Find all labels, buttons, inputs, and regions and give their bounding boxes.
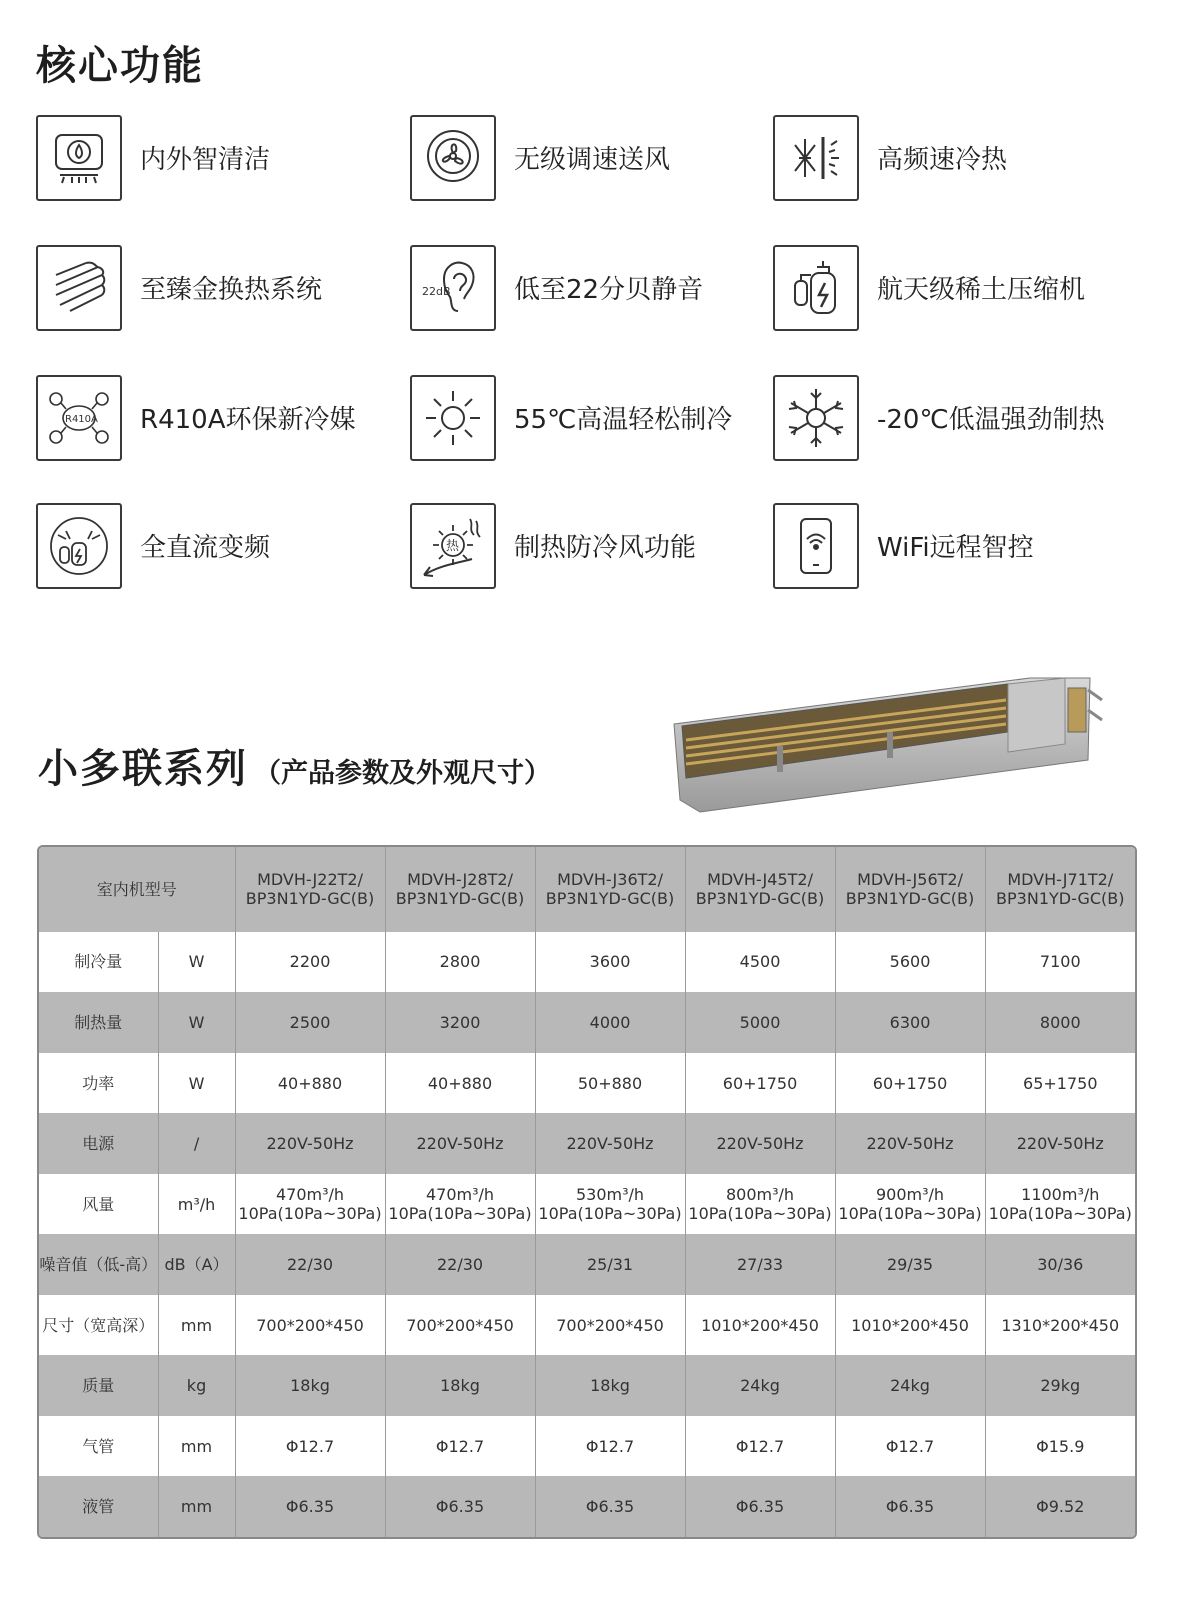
row-unit: mm bbox=[158, 1416, 235, 1477]
model-header: MDVH-J45T2/ BP3N1YD-GC(B) bbox=[685, 847, 835, 932]
row-unit: m³/h bbox=[158, 1174, 235, 1235]
table-cell: 4000 bbox=[535, 992, 685, 1053]
table-cell: 29kg bbox=[985, 1355, 1135, 1416]
row-label: 质量 bbox=[39, 1355, 158, 1416]
anti-cold-wind-icon bbox=[410, 503, 496, 589]
table-cell: 1010*200*450 bbox=[685, 1295, 835, 1356]
row-label: 风量 bbox=[39, 1174, 158, 1235]
feature-item bbox=[773, 375, 1133, 465]
feature-item bbox=[410, 503, 770, 593]
feature-item bbox=[410, 245, 770, 335]
table-cell: 60+1750 bbox=[685, 1053, 835, 1114]
feature-label: 低至22分贝静音 bbox=[514, 275, 704, 305]
row-unit: / bbox=[158, 1113, 235, 1174]
table-row bbox=[39, 1234, 1135, 1295]
table-cell: 1100m³/h 10Pa(10Pa~30Pa) bbox=[985, 1174, 1135, 1235]
row-unit: W bbox=[158, 1053, 235, 1114]
table-cell: Φ12.7 bbox=[685, 1416, 835, 1477]
table-cell: Φ12.7 bbox=[235, 1416, 385, 1477]
spec-table bbox=[37, 845, 1137, 1539]
feature-item bbox=[36, 115, 396, 205]
model-header: MDVH-J22T2/ BP3N1YD-GC(B) bbox=[235, 847, 385, 932]
table-cell: 27/33 bbox=[685, 1234, 835, 1295]
row-label: 液管 bbox=[39, 1476, 158, 1537]
model-header: MDVH-J28T2/ BP3N1YD-GC(B) bbox=[385, 847, 535, 932]
feature-item bbox=[773, 503, 1133, 593]
table-cell: Φ12.7 bbox=[535, 1416, 685, 1477]
refrigerant-icon bbox=[36, 375, 122, 461]
table-row bbox=[39, 1053, 1135, 1114]
row-label: 尺寸（宽高深） bbox=[39, 1295, 158, 1356]
series-title: 小多联系列 bbox=[38, 746, 248, 792]
table-cell: 24kg bbox=[835, 1355, 985, 1416]
fast-cool-heat-icon bbox=[773, 115, 859, 201]
feature-label: R410A环保新冷媒 bbox=[140, 405, 356, 435]
table-row bbox=[39, 1476, 1135, 1537]
heat-exchanger-icon bbox=[36, 245, 122, 331]
row-label: 噪音值（低-高） bbox=[39, 1234, 158, 1295]
table-cell: 18kg bbox=[235, 1355, 385, 1416]
model-header: MDVH-J56T2/ BP3N1YD-GC(B) bbox=[835, 847, 985, 932]
feature-item bbox=[410, 375, 770, 465]
table-cell: 22/30 bbox=[235, 1234, 385, 1295]
quiet-ear-text: 22dB bbox=[422, 285, 451, 298]
table-cell: 220V-50Hz bbox=[835, 1113, 985, 1174]
table-cell: 5000 bbox=[685, 992, 835, 1053]
table-cell: Φ12.7 bbox=[385, 1416, 535, 1477]
table-cell: 220V-50Hz bbox=[985, 1113, 1135, 1174]
table-cell: 2500 bbox=[235, 992, 385, 1053]
table-cell: Φ6.35 bbox=[685, 1476, 835, 1537]
feature-item bbox=[773, 245, 1133, 335]
feature-grid bbox=[36, 115, 1166, 605]
refrigerant-text: R410A bbox=[65, 414, 98, 425]
table-header-row bbox=[39, 847, 1135, 932]
wifi-phone-icon bbox=[773, 503, 859, 589]
row-label: 制冷量 bbox=[39, 932, 158, 993]
table-cell: 18kg bbox=[535, 1355, 685, 1416]
table-cell: 700*200*450 bbox=[235, 1295, 385, 1356]
row-label: 功率 bbox=[39, 1053, 158, 1114]
table-cell: Φ12.7 bbox=[835, 1416, 985, 1477]
row-unit: W bbox=[158, 992, 235, 1053]
section-title-core-features: 核心功能 bbox=[36, 43, 204, 89]
table-cell: Φ9.52 bbox=[985, 1476, 1135, 1537]
table-cell: 25/31 bbox=[535, 1234, 685, 1295]
table-cell: 65+1750 bbox=[985, 1053, 1135, 1114]
row-label: 制热量 bbox=[39, 992, 158, 1053]
feature-label: WiFi远程智控 bbox=[877, 533, 1034, 563]
row-unit: W bbox=[158, 932, 235, 993]
table-cell: 3200 bbox=[385, 992, 535, 1053]
table-cell: 40+880 bbox=[385, 1053, 535, 1114]
model-header: MDVH-J36T2/ BP3N1YD-GC(B) bbox=[535, 847, 685, 932]
table-cell: 2200 bbox=[235, 932, 385, 993]
snowflake-icon bbox=[773, 375, 859, 461]
row-unit: mm bbox=[158, 1476, 235, 1537]
table-cell: 220V-50Hz bbox=[535, 1113, 685, 1174]
table-cell: 900m³/h 10Pa(10Pa~30Pa) bbox=[835, 1174, 985, 1235]
row-unit: dB（A） bbox=[158, 1234, 235, 1295]
table-cell: 22/30 bbox=[385, 1234, 535, 1295]
table-cell: 700*200*450 bbox=[385, 1295, 535, 1356]
row-label: 气管 bbox=[39, 1416, 158, 1477]
feature-label: 制热防冷风功能 bbox=[514, 533, 697, 563]
feature-label: 航天级稀土压缩机 bbox=[877, 275, 1086, 305]
quiet-ear-icon bbox=[410, 245, 496, 331]
feature-item bbox=[36, 375, 396, 465]
feature-item bbox=[773, 115, 1133, 205]
table-cell: 6300 bbox=[835, 992, 985, 1053]
series-subtitle: （产品参数及外观尺寸） bbox=[254, 758, 551, 789]
table-cell: 4500 bbox=[685, 932, 835, 993]
table-cell: 470m³/h 10Pa(10Pa~30Pa) bbox=[235, 1174, 385, 1235]
table-cell: 530m³/h 10Pa(10Pa~30Pa) bbox=[535, 1174, 685, 1235]
table-cell: 30/36 bbox=[985, 1234, 1135, 1295]
feature-item bbox=[36, 245, 396, 335]
anti-cold-wind-text: 热 bbox=[446, 539, 460, 554]
table-row bbox=[39, 992, 1135, 1053]
table-row bbox=[39, 1113, 1135, 1174]
table-cell: 700*200*450 bbox=[535, 1295, 685, 1356]
table-cell: 220V-50Hz bbox=[235, 1113, 385, 1174]
table-cell: 800m³/h 10Pa(10Pa~30Pa) bbox=[685, 1174, 835, 1235]
row-unit: mm bbox=[158, 1295, 235, 1356]
table-row bbox=[39, 932, 1135, 993]
row-label: 电源 bbox=[39, 1113, 158, 1174]
feature-label: 无级调速送风 bbox=[514, 145, 671, 175]
self-clean-icon bbox=[36, 115, 122, 201]
table-cell: 8000 bbox=[985, 992, 1135, 1053]
dc-inverter-icon bbox=[36, 503, 122, 589]
table-cell: 3600 bbox=[535, 932, 685, 993]
table-cell: 7100 bbox=[985, 932, 1135, 993]
table-row bbox=[39, 1355, 1135, 1416]
table-cell: Φ6.35 bbox=[535, 1476, 685, 1537]
table-cell: 24kg bbox=[685, 1355, 835, 1416]
table-cell: Φ6.35 bbox=[385, 1476, 535, 1537]
feature-label: 内外智清洁 bbox=[140, 145, 271, 175]
compressor-icon bbox=[773, 245, 859, 331]
table-row bbox=[39, 1416, 1135, 1477]
table-cell: 5600 bbox=[835, 932, 985, 993]
header-indoor-model: 室内机型号 bbox=[39, 847, 235, 932]
feature-label: -20℃低温强劲制热 bbox=[877, 405, 1105, 435]
section-title-series bbox=[38, 737, 551, 794]
table-row bbox=[39, 1295, 1135, 1356]
table-cell: 40+880 bbox=[235, 1053, 385, 1114]
table-cell: 29/35 bbox=[835, 1234, 985, 1295]
table-cell: 1310*200*450 bbox=[985, 1295, 1135, 1356]
table-cell: 470m³/h 10Pa(10Pa~30Pa) bbox=[385, 1174, 535, 1235]
model-header: MDVH-J71T2/ BP3N1YD-GC(B) bbox=[985, 847, 1135, 932]
table-cell: 220V-50Hz bbox=[685, 1113, 835, 1174]
table-cell: Φ6.35 bbox=[835, 1476, 985, 1537]
table-cell: Φ6.35 bbox=[235, 1476, 385, 1537]
feature-item bbox=[36, 503, 396, 593]
sun-icon bbox=[410, 375, 496, 461]
table-cell: 220V-50Hz bbox=[385, 1113, 535, 1174]
feature-label: 高频速冷热 bbox=[877, 145, 1008, 175]
feature-label: 至臻金换热系统 bbox=[140, 275, 323, 305]
table-cell: 50+880 bbox=[535, 1053, 685, 1114]
feature-label: 55℃高温轻松制冷 bbox=[514, 405, 733, 435]
table-cell: 1010*200*450 bbox=[835, 1295, 985, 1356]
table-cell: 2800 bbox=[385, 932, 535, 993]
feature-label: 全直流变频 bbox=[140, 533, 271, 563]
feature-item bbox=[410, 115, 770, 205]
product-image-duct-unit bbox=[670, 660, 1120, 820]
table-cell: Φ15.9 bbox=[985, 1416, 1135, 1477]
table-cell: 18kg bbox=[385, 1355, 535, 1416]
fan-speed-icon bbox=[410, 115, 496, 201]
table-cell: 60+1750 bbox=[835, 1053, 985, 1114]
row-unit: kg bbox=[158, 1355, 235, 1416]
table-row bbox=[39, 1174, 1135, 1235]
